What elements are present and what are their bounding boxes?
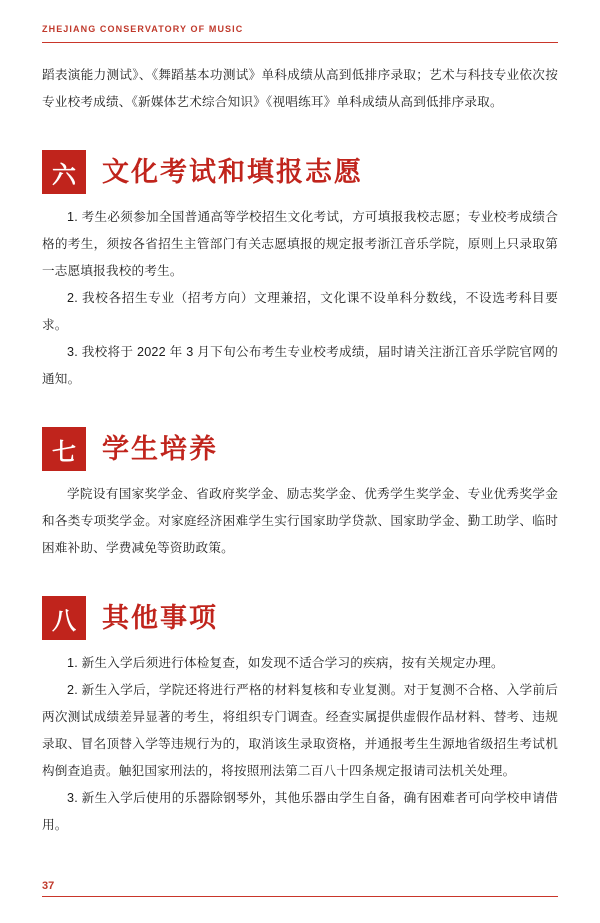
section-eight bbox=[42, 596, 558, 839]
section-seven-title: 学生培养 bbox=[102, 434, 218, 464]
paragraph: 1. 新生入学后须进行体检复查，如发现不适合学习的疾病，按有关规定办理。 bbox=[67, 656, 504, 670]
paragraph: 学院设有国家奖学金、省政府奖学金、励志奖学金、优秀学生奖学金、专业优秀奖学金和各类专项奖学金。对家庭经济困难学生实行国家助学贷款、国家助学金、勤工助学、临时困难补助、学费减免等资助政策。 bbox=[42, 487, 558, 555]
paragraph: 3. 我校将于 2022 年 3 月下旬公布考生专业校考成绩，届时请关注浙江音乐学院官网的通知。 bbox=[42, 345, 558, 386]
section-six-heading bbox=[42, 150, 558, 194]
footer-divider bbox=[42, 896, 558, 897]
page-footer bbox=[42, 880, 558, 897]
section-six-body bbox=[42, 204, 558, 393]
paragraph: 1. 考生必须参加全国普通高等学校招生文化考试，方可填报我校志愿；专业校考成绩合格的考生，须按各省招生主管部门有关志愿填报的规定报考浙江音乐学院，原则上只录取第一志愿填报我校的考生。 bbox=[42, 210, 558, 278]
intro-block bbox=[42, 62, 558, 116]
section-eight-body bbox=[42, 650, 558, 839]
section-seven-body bbox=[42, 481, 558, 562]
section-eight-title: 其他事项 bbox=[102, 603, 218, 633]
institution-name: ZHEJIANG CONSERVATORY OF MUSIC bbox=[42, 24, 244, 34]
section-seven-heading bbox=[42, 427, 558, 471]
section-six bbox=[42, 150, 558, 393]
intro-paragraph: 蹈表演能力测试》、《舞蹈基本功测试》单科成绩从高到低排序录取；艺术与科技专业依次按专业校考成绩、《新媒体艺术综合知识》《视唱练耳》单科成绩从高到低排序录取。 bbox=[42, 68, 558, 109]
paragraph: 2. 我校各招生专业（招考方向）文理兼招，文化课不设单科分数线，不设选考科目要求。 bbox=[42, 291, 558, 332]
section-seven bbox=[42, 427, 558, 562]
paragraph: 2. 新生入学后，学院还将进行严格的材料复核和专业复测。对于复测不合格、入学前后两次测试成绩差异显著的考生，将组织专门调查。经查实属提供虚假作品材料、替考、违规录取、冒名顶替入学等违规行为的，取消该生录取资格，并通报考生生源地省级招生考试机构倒查追责。触犯国家刑法的，将按照刑法第二百八十四条规定报请司法机关处理。 bbox=[42, 683, 558, 778]
section-six-number: 六 bbox=[42, 150, 86, 194]
section-seven-number: 七 bbox=[42, 427, 86, 471]
header-divider bbox=[42, 42, 558, 43]
paragraph: 3. 新生入学后使用的乐器除钢琴外，其他乐器由学生自备，确有困难者可向学校申请借用。 bbox=[42, 791, 558, 832]
section-eight-number: 八 bbox=[42, 596, 86, 640]
page-content bbox=[42, 62, 558, 839]
section-six-title: 文化考试和填报志愿 bbox=[102, 157, 363, 187]
page-number: 37 bbox=[42, 880, 55, 892]
section-eight-heading bbox=[42, 596, 558, 640]
page-header bbox=[0, 0, 600, 48]
